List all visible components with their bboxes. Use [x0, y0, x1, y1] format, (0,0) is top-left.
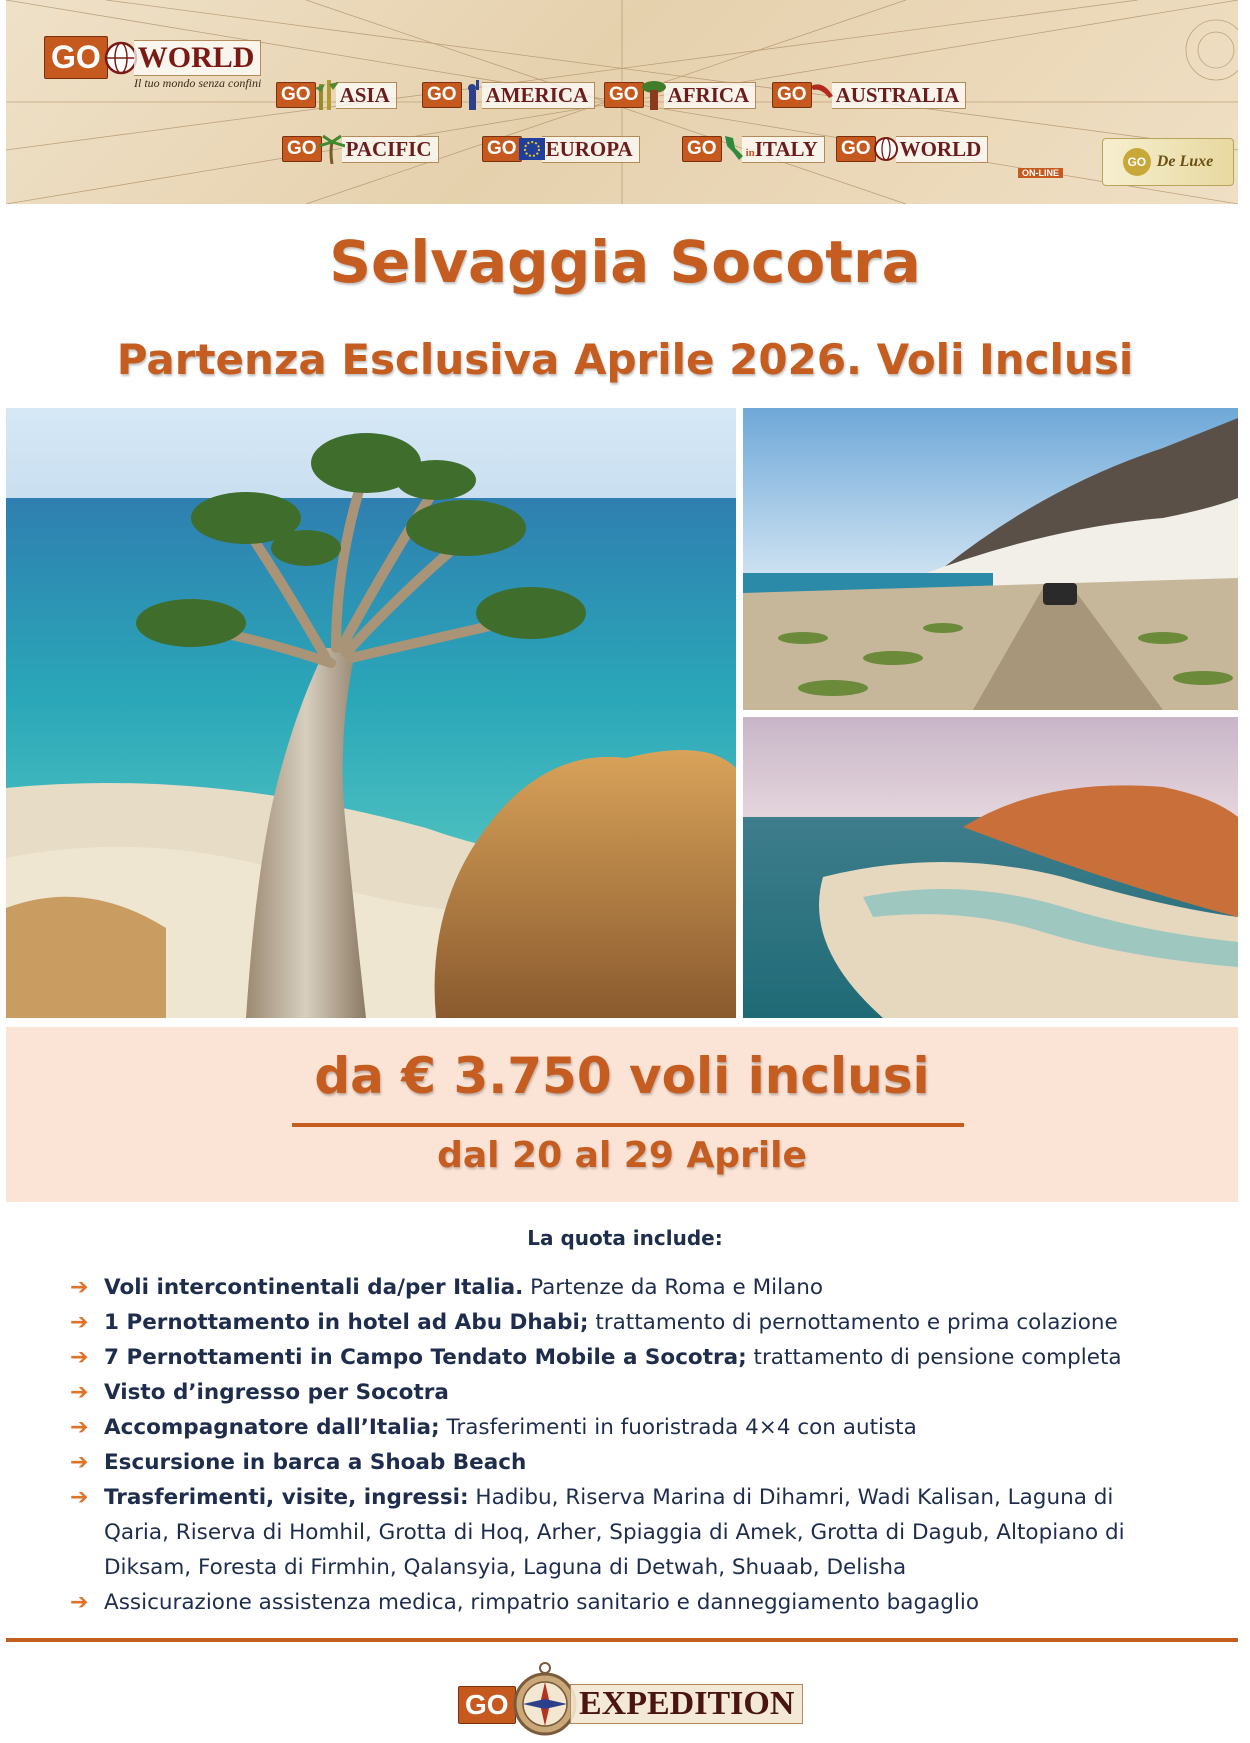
go-badge: GO: [422, 82, 462, 108]
online-tag: ON-LINE: [1018, 168, 1063, 178]
boomerang-icon: [809, 80, 835, 110]
item-text: Hadibu, Riserva Marina di Dihamri, Wadi Kalisan, Laguna di Qaria, Riserva di Homhil, Grotta di Hoq, Arher, Spiaggia di Amek, Grotta di Dagub, Altopiano di Diksam, Foresta di Firmhin, Qalansyia, Laguna di Detwah, Shuaab, Delisha: [104, 1485, 1125, 1580]
brand-name: EUROPA: [542, 136, 640, 163]
go-badge: GO: [282, 136, 322, 162]
arrow-right-icon: ➔: [70, 1450, 89, 1475]
item-text: Partenze da Roma e Milano: [523, 1275, 824, 1300]
brand-name: AUSTRALIA: [832, 82, 967, 109]
item-bold: 7 Pernottamenti in Campo Tendato Mobile a Socotra;: [104, 1345, 747, 1370]
brand-name: WORLD: [134, 40, 262, 76]
eu-flag-icon: [519, 134, 545, 164]
goworld-online-logo[interactable]: [836, 134, 988, 164]
go-badge: GO: [44, 36, 108, 79]
brand-name: WORLD: [896, 136, 989, 163]
goaustralia-logo[interactable]: [772, 80, 966, 110]
list-item: [70, 1340, 1180, 1375]
page-subtitle: Partenza Esclusiva Aprile 2026. Voli Inclusi: [116, 335, 1134, 384]
palm-tree-icon: [319, 134, 345, 164]
item-bold: Escursione in barca a Shoab Beach: [104, 1450, 527, 1475]
price-label: da € 3.750 voli inclusi: [314, 1047, 930, 1105]
globe-icon: [104, 41, 138, 75]
list-item: [70, 1375, 1180, 1410]
arrow-right-icon: ➔: [70, 1380, 89, 1405]
list-item: [70, 1305, 1180, 1340]
italy-map-icon: [719, 134, 745, 164]
item-bold: Accompagnatore dall’Italia;: [104, 1415, 440, 1440]
lagoon-aerial-photo: [743, 717, 1238, 1018]
list-item: [70, 1410, 1180, 1445]
goworld-main-logo[interactable]: [44, 36, 261, 79]
includes-list: [70, 1270, 1180, 1620]
globe-icon: [873, 134, 899, 164]
list-item: [70, 1585, 1180, 1620]
brand-name: AFRICA: [664, 82, 757, 109]
bamboo-icon: [313, 80, 339, 110]
baobab-tree-icon: [641, 80, 667, 110]
goafrica-logo[interactable]: [604, 80, 756, 110]
item-bold: 1 Pernottamento in hotel ad Abu Dhabi;: [104, 1310, 589, 1335]
arrow-right-icon: ➔: [70, 1310, 89, 1335]
brand-header: [6, 0, 1238, 204]
goasia-logo[interactable]: [276, 80, 397, 110]
brand-name: AMERICA: [482, 82, 596, 109]
arrow-right-icon: ➔: [70, 1590, 89, 1615]
goeuropa-logo[interactable]: [482, 134, 640, 164]
item-text: Trasferimenti in fuoristrada 4×4 con autista: [439, 1415, 917, 1440]
brand-name-main: ITALY: [754, 136, 818, 161]
item-text: trattamento di pernottamento e prima colazione: [588, 1310, 1118, 1335]
travel-dates: dal 20 al 29 Aprile: [437, 1135, 807, 1176]
goinitaly-logo[interactable]: [682, 134, 825, 164]
item-bold: Visto d’ingresso per Socotra: [104, 1380, 449, 1405]
brand-name: ASIA: [336, 82, 397, 109]
brand-name: [742, 136, 825, 163]
page-title: Selvaggia Socotra: [329, 228, 921, 296]
brand-name: PACIFIC: [342, 136, 439, 163]
arrow-right-icon: ➔: [70, 1275, 89, 1300]
price-divider: [292, 1123, 964, 1127]
footer-divider: [6, 1638, 1238, 1642]
go-badge: GO: [682, 136, 722, 162]
tagline: Il tuo mondo senza confini: [134, 76, 262, 90]
price-box: [6, 1027, 1238, 1202]
sand-dunes-road-photo: [743, 408, 1238, 710]
arrow-right-icon: ➔: [70, 1415, 89, 1440]
gopacific-logo[interactable]: [282, 134, 439, 164]
arrow-right-icon: ➔: [70, 1345, 89, 1370]
go-badge: GO: [604, 82, 644, 108]
brand-name: EXPEDITION: [570, 1684, 803, 1724]
item-bold: Trasferimenti, visite, ingressi:: [104, 1485, 469, 1510]
dragon-blood-tree-photo: [6, 408, 736, 1018]
go-badge: GO: [836, 136, 876, 162]
goamerica-logo[interactable]: [422, 80, 595, 110]
statue-of-liberty-icon: [459, 80, 485, 110]
includes-heading: La quota include:: [527, 1226, 723, 1250]
item-text: trattamento di pensione completa: [746, 1345, 1122, 1370]
go-badge: GO: [1123, 148, 1151, 176]
go-badge: GO: [772, 82, 812, 108]
list-item: [70, 1270, 1180, 1305]
item-bold: Voli intercontinentali da/per Italia.: [104, 1275, 524, 1300]
list-item: [70, 1480, 1180, 1585]
list-item: [70, 1445, 1180, 1480]
go-badge: GO: [276, 82, 316, 108]
brand-name: De Luxe: [1156, 153, 1214, 170]
go-badge: GO: [482, 136, 522, 162]
brand-name-small: in: [745, 146, 755, 159]
item-text: Assicurazione assistenza medica, rimpatrio sanitario e danneggiamento bagaglio: [104, 1590, 980, 1615]
go-badge: GO: [458, 1686, 516, 1724]
godeluxe-logo[interactable]: [1102, 138, 1234, 186]
arrow-right-icon: ➔: [70, 1485, 89, 1510]
